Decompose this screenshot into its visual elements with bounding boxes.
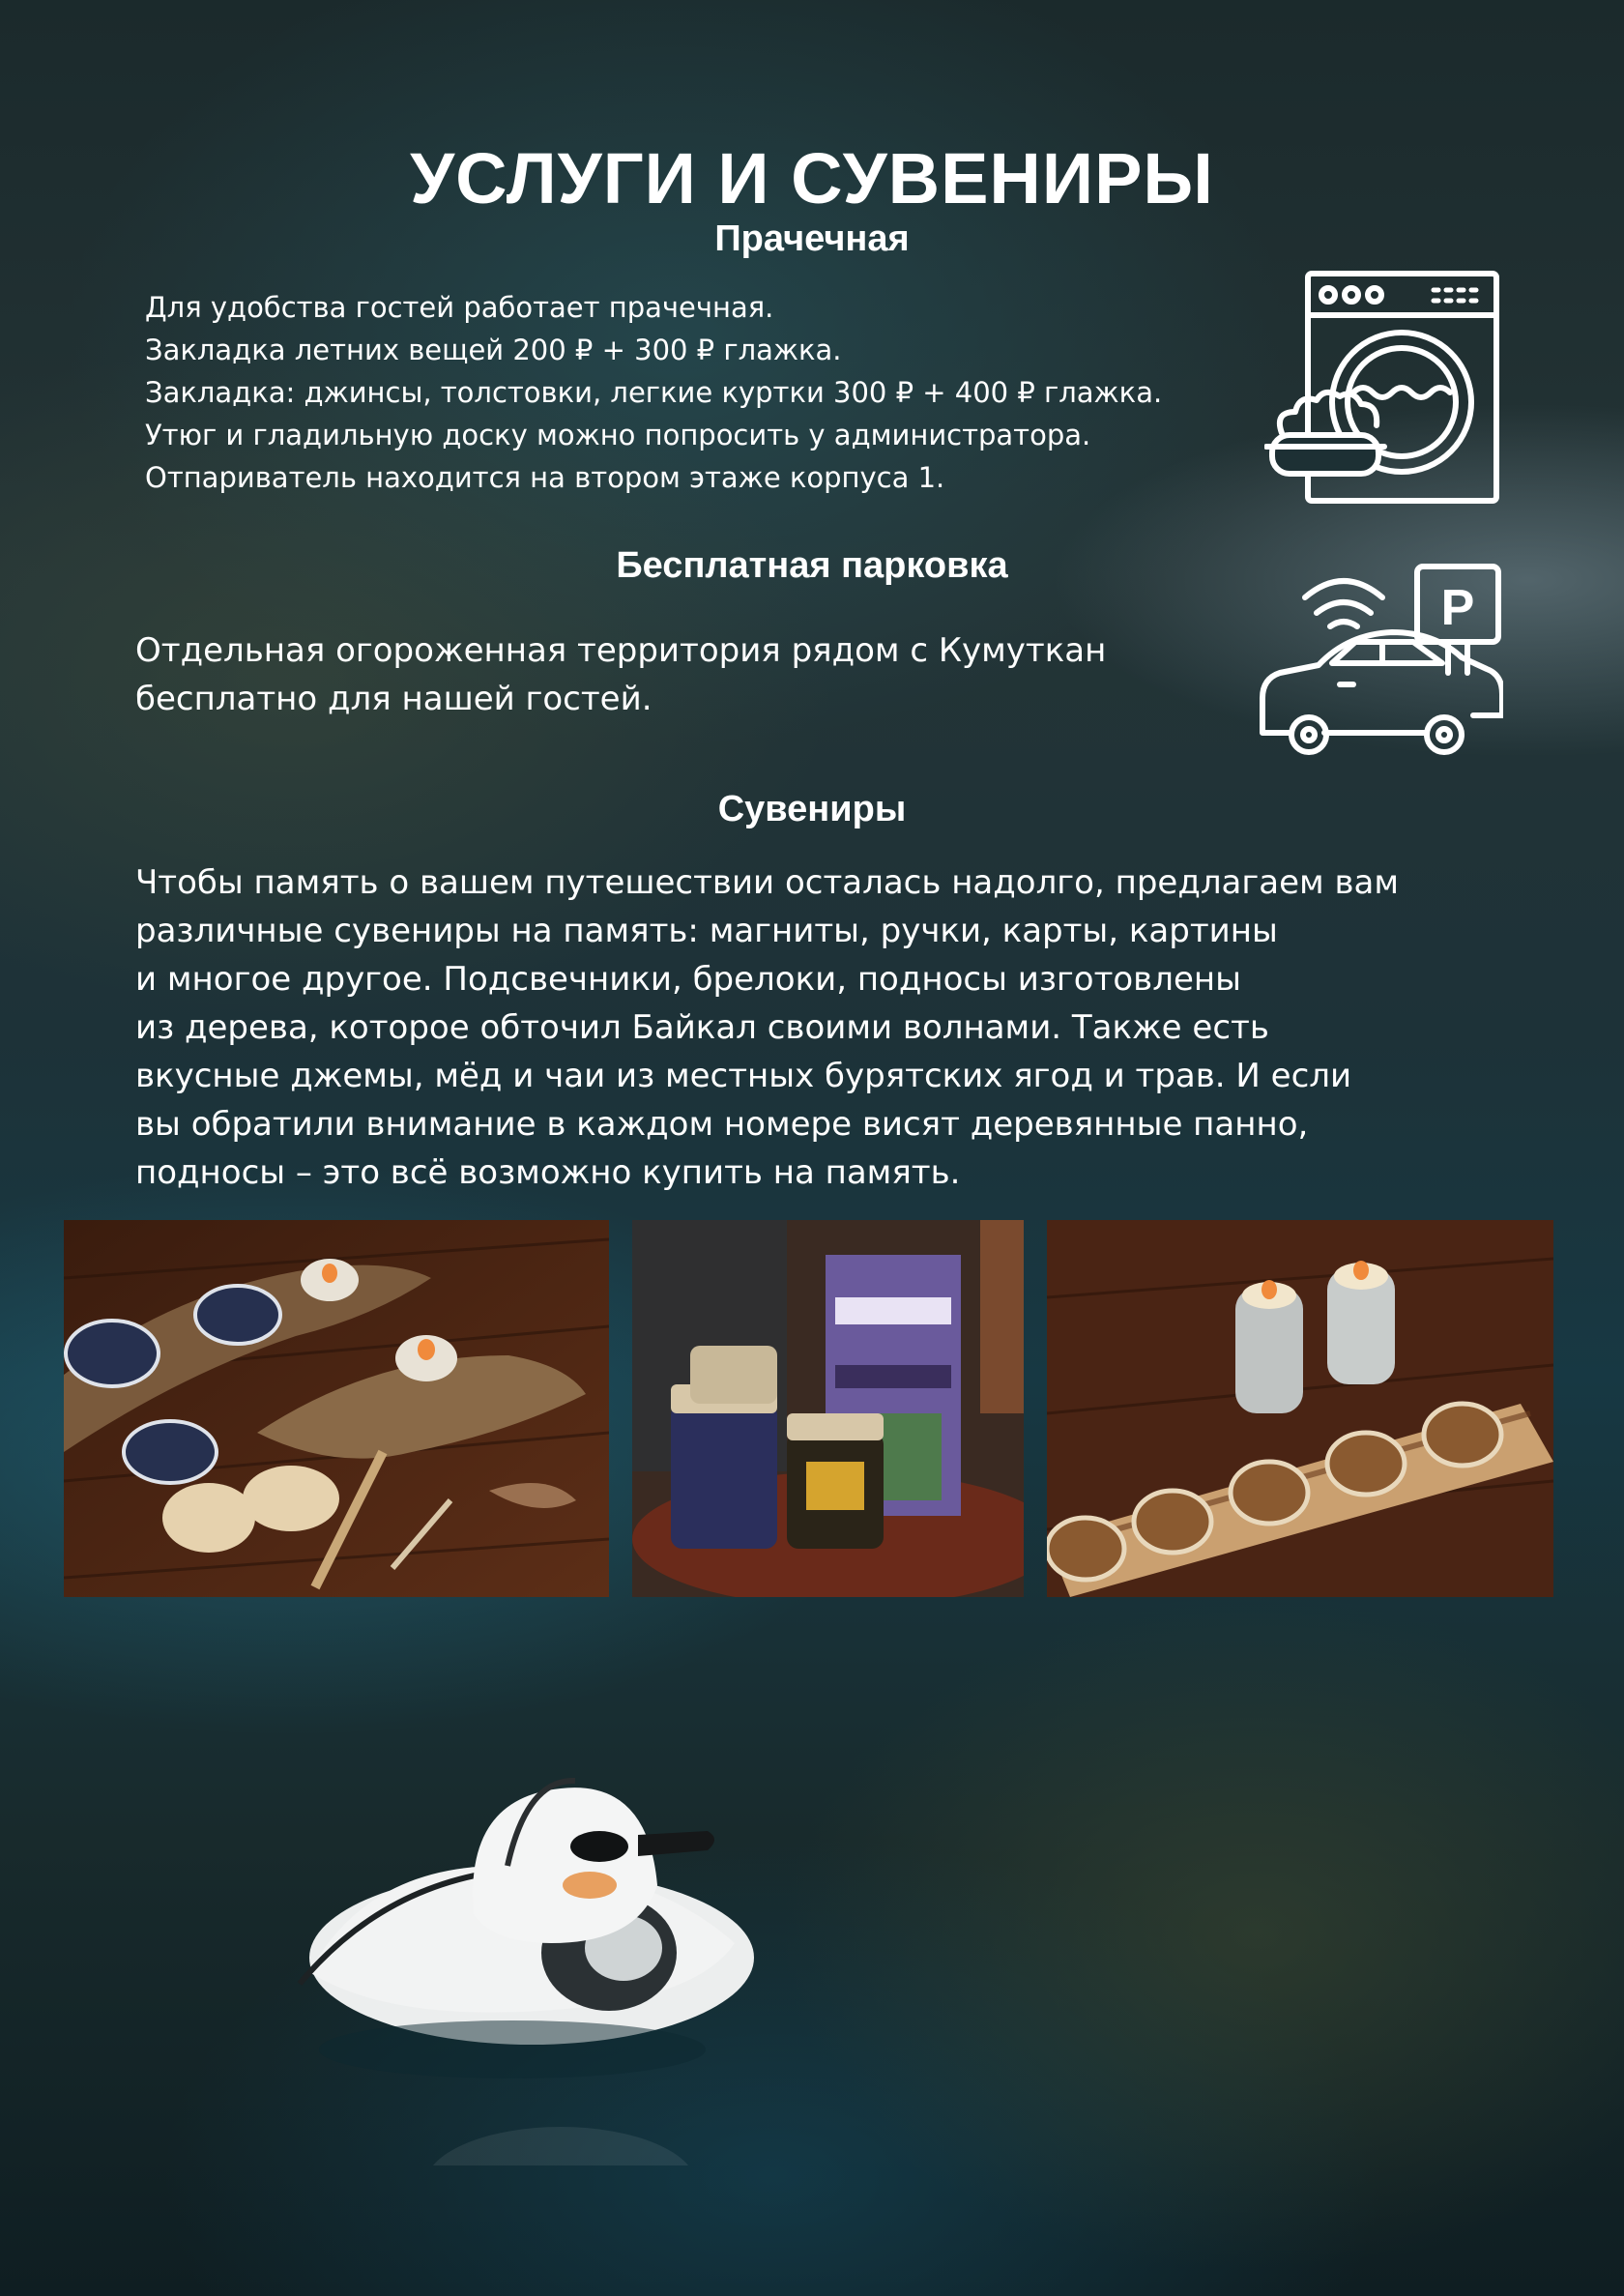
laundry-description xyxy=(145,286,1257,499)
washing-machine-icon xyxy=(1264,269,1501,506)
parking-description xyxy=(135,626,1247,723)
laundry-line: Отпариватель находится на втором этаже корпуса 1. xyxy=(145,461,945,494)
souvenirs-line: и многое другое. Подсвечники, брелоки, подносы изготовлены xyxy=(135,960,1241,999)
parking-line: бесплатно для нашей гостей. xyxy=(135,680,652,718)
duck-decoy-image xyxy=(290,1624,870,2165)
souvenirs-line: из дерева, которое обточил Байкал своими волнами. Также есть xyxy=(135,1008,1269,1047)
car-parking-icon xyxy=(1257,563,1503,766)
wooden-tray-candles-photo xyxy=(1047,1220,1553,1597)
souvenirs-line: различные сувениры на память: магниты, ручки, карты, картины xyxy=(135,912,1278,950)
souvenirs-line: подносы – это всё возможно купить на память. xyxy=(135,1153,961,1192)
souvenirs-heading: Сувениры xyxy=(717,789,907,829)
souvenirs-line: вы обратили внимание в каждом номере висят деревянные панно, xyxy=(135,1105,1309,1144)
laundry-heading: Прачечная xyxy=(714,218,910,259)
page-title: УСЛУГИ И СУВЕНИРЫ xyxy=(410,137,1214,218)
laundry-line: Для удобства гостей работает прачечная. xyxy=(145,291,774,324)
driftwood-candle-holders-magnets-photo xyxy=(64,1220,609,1597)
parking-line: Отдельная огороженная территория рядом с Кумуткан xyxy=(135,631,1107,670)
parking-heading: Бесплатная парковка xyxy=(616,545,1008,586)
laundry-line: Утюг и гладильную доску можно попросить у администратора. xyxy=(145,419,1091,451)
tea-and-jam-jars-photo xyxy=(632,1220,1024,1597)
souvenirs-description xyxy=(135,858,1527,1197)
laundry-line: Закладка: джинсы, толстовки, легкие куртки 300 ₽ + 400 ₽ глажка. xyxy=(145,376,1163,409)
laundry-line: Закладка летних вещей 200 ₽ + 300 ₽ глажка. xyxy=(145,334,842,366)
souvenirs-line: Чтобы память о вашем путешествии осталась надолго, предлагаем вам xyxy=(135,863,1399,902)
parking-sign-letter: P xyxy=(1440,580,1475,636)
souvenirs-line: вкусные джемы, мёд и чаи из местных бурятских ягод и трав. И если xyxy=(135,1057,1352,1095)
